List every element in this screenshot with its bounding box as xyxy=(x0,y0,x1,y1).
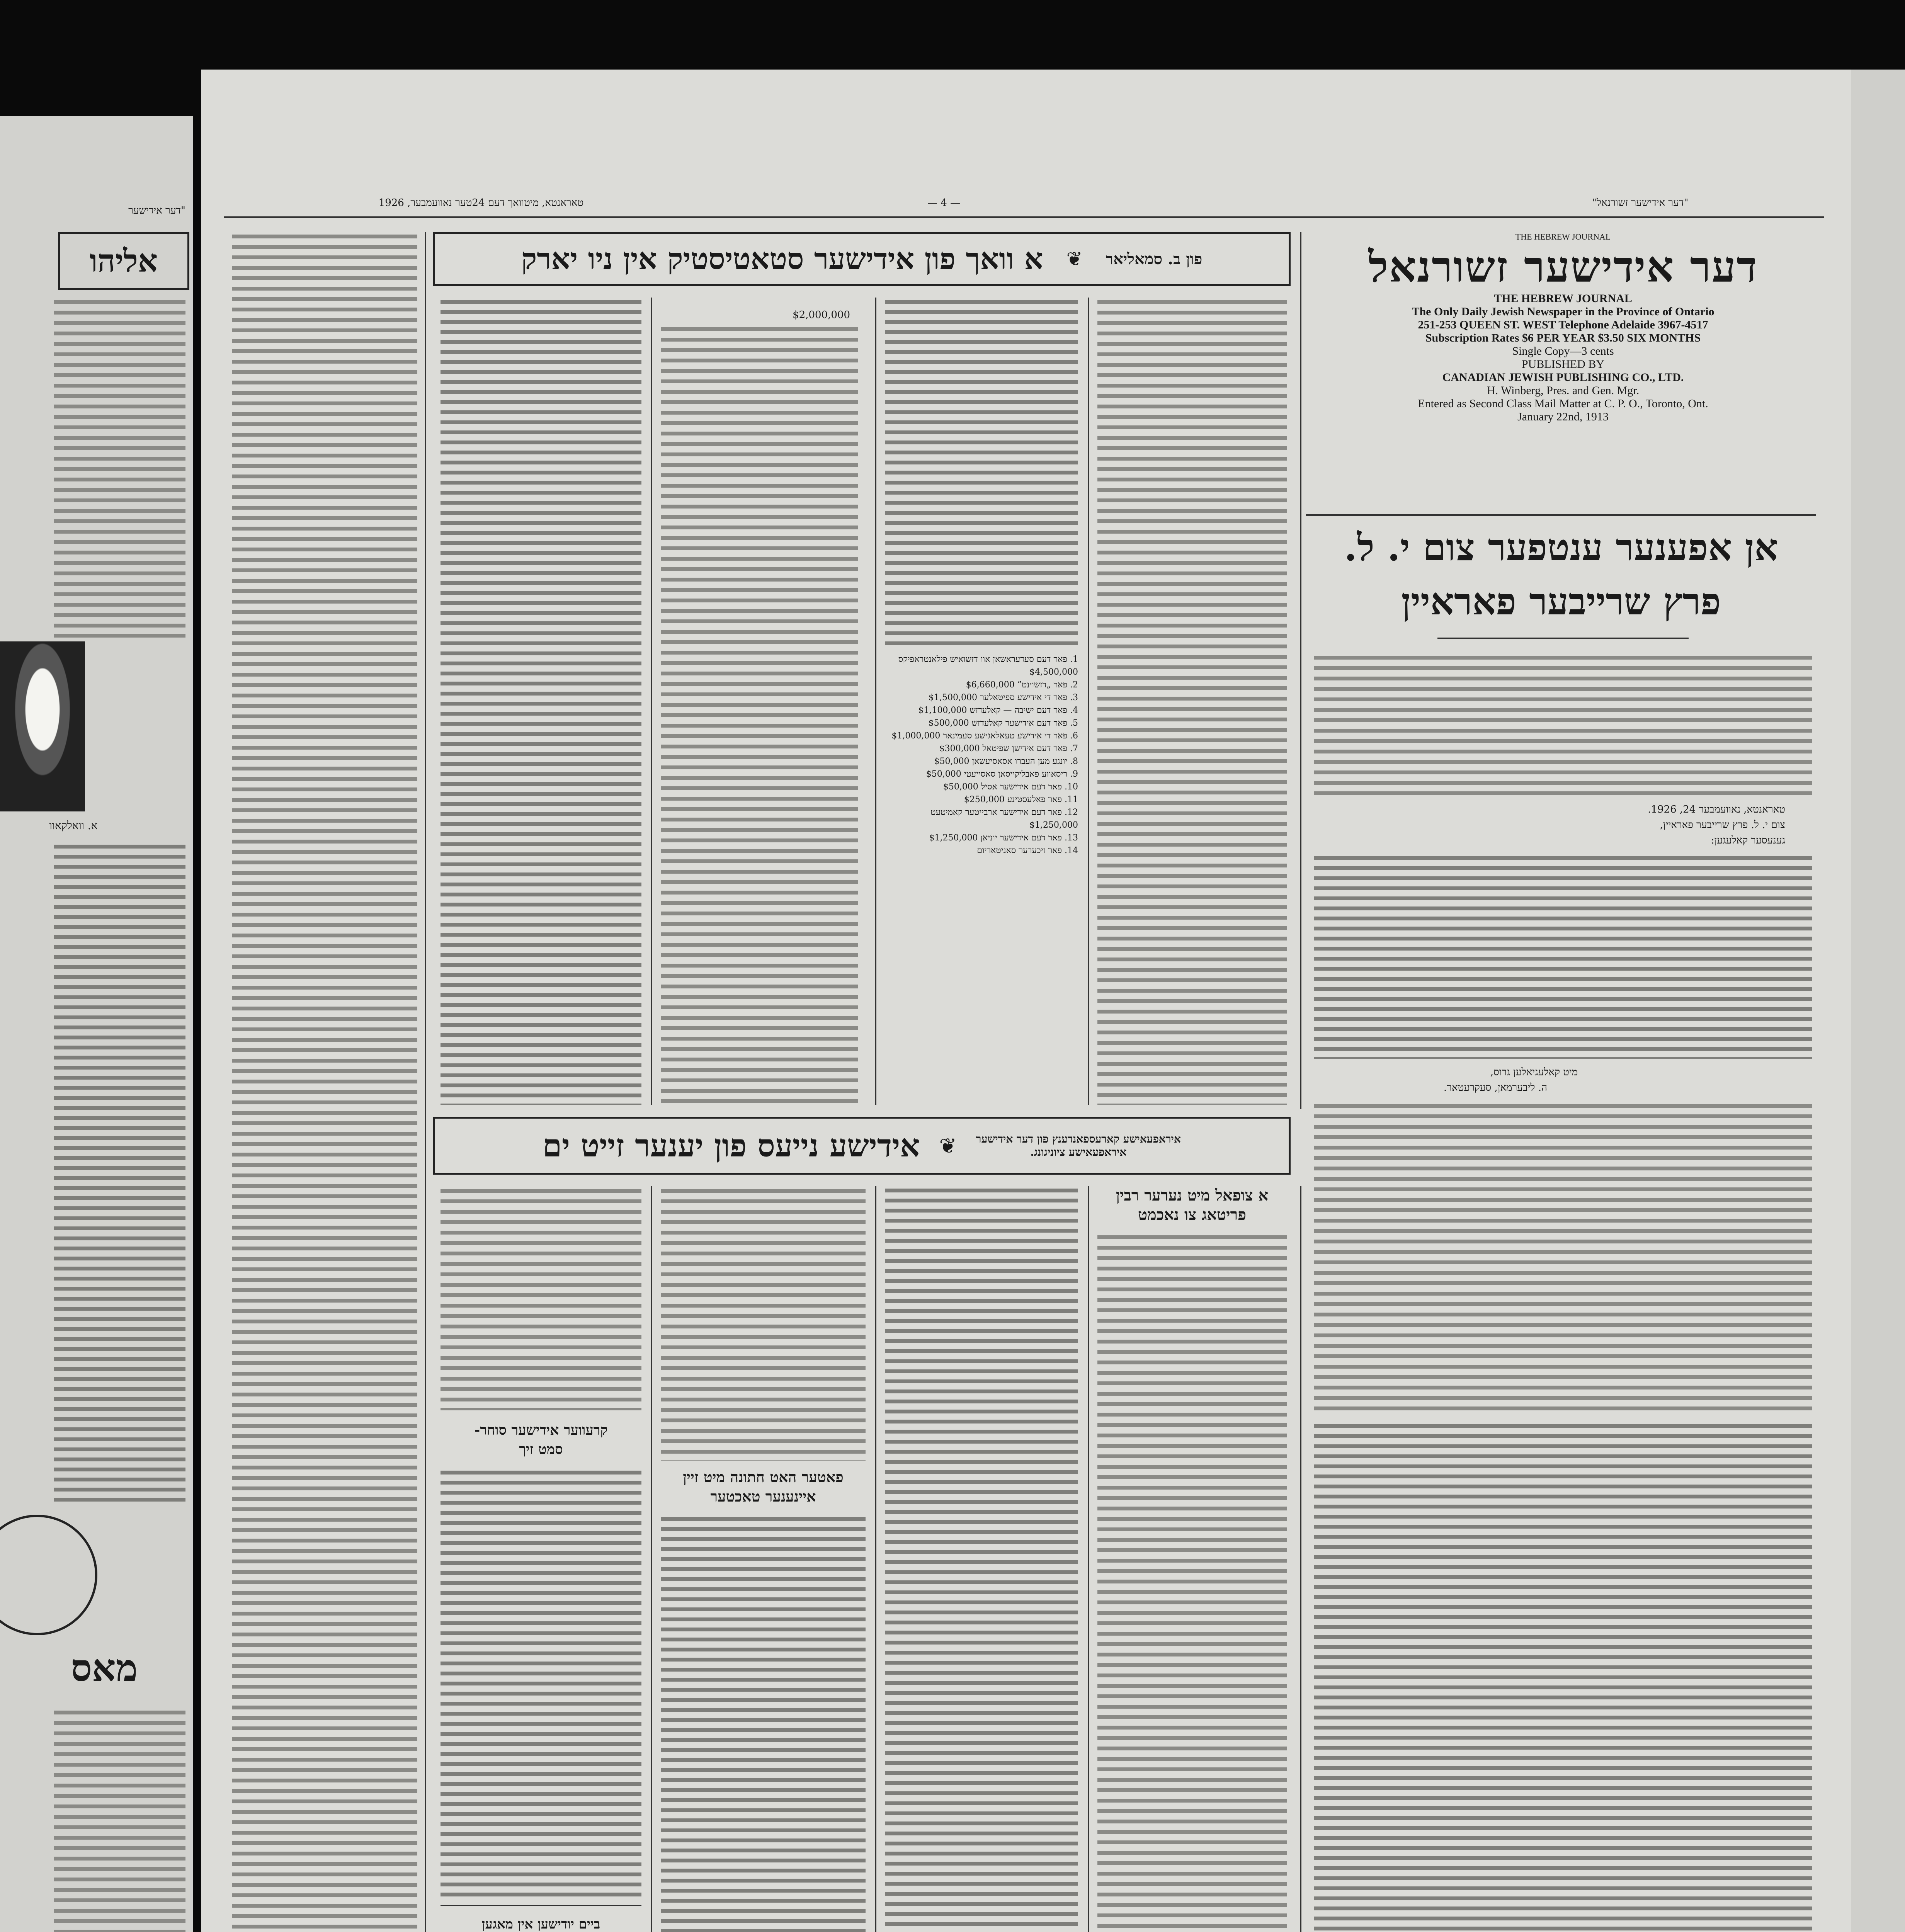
news-col-a-upper xyxy=(1097,1233,1287,1932)
strip-caption: א. וואלקאוו xyxy=(49,819,98,832)
list-item: 10. פאר דעם אידישער אסיל $50,000 xyxy=(943,782,1078,792)
list-item: 5. פאר דעם אידישער קאלעדזש $500,000 xyxy=(928,718,1078,728)
strip-bottom-word: מאס xyxy=(71,1646,138,1690)
list-item: 9. ריסאווע פאבליקייסאן סאסייעטי $50,000 xyxy=(926,769,1078,779)
editorial-headline-2: פרץ שרייבער פאראיין xyxy=(1401,580,1721,623)
news-note xyxy=(976,1133,1181,1159)
editorial-signature: מיט קאלעגיאלען גרוס, xyxy=(1490,1066,1578,1078)
list-item: 7. פאר דעם אידישן שפיטאל $300,000 xyxy=(939,744,1078,753)
column-rule xyxy=(1300,232,1301,1109)
running-head-right: טאראנטא, מיטוואך דעם 24טער נאוועמבער, 1926 xyxy=(378,197,583,209)
masthead-officer: H. Winberg, Pres. and Gen. Mgr. xyxy=(1487,384,1640,397)
news-col-b xyxy=(885,1186,1078,1932)
list-item: 13. פאר דעם אידישער יוניאן $1,250,000 xyxy=(929,833,1078,843)
editorial-place: גענעסער קאלעגען: xyxy=(1711,835,1785,846)
news-headline-box xyxy=(433,1117,1291,1175)
column-rule xyxy=(875,298,876,1105)
news-subhead-2b: איינענער טאכטער xyxy=(710,1488,816,1505)
statistics-col-1 xyxy=(1097,298,1287,1105)
strip-headline-box xyxy=(58,232,189,290)
column-rule xyxy=(875,1186,876,1932)
statistics-headline: א וואך פון אידישער סטאטיסטיק אין ניו יארק xyxy=(521,242,1043,276)
statistics-col-3 xyxy=(661,325,858,1105)
news-subhead-5: ביים יודישען אין מאגען xyxy=(481,1917,600,1932)
list-item: 12. פאר דעם אידישער ארבייטער קאמיטעט $1,250,000 xyxy=(930,808,1078,830)
masthead-entry-date: January 22nd, 1913 xyxy=(1517,410,1609,423)
masthead-line1: The Only Daily Jewish Newspaper in the Province of Ontario xyxy=(1412,305,1714,318)
strip-text-lower xyxy=(54,1708,185,1932)
statistics-list xyxy=(885,653,1078,1105)
editorial-headline-rule xyxy=(1437,638,1689,639)
news-subhead-1b: פריטאג צו נאכמט xyxy=(1138,1206,1247,1224)
list-item: 14. פאר זיכערער סאניטאריום xyxy=(977,846,1078,855)
list-item: 6. פאר די אידישע טעאלאגישע סעמינאר $1,000,000 xyxy=(891,731,1078,741)
ornament-icon: ❦ xyxy=(1066,248,1083,270)
running-head-center: — 4 — xyxy=(927,197,961,209)
strip-text-upper xyxy=(54,298,185,638)
column-rule xyxy=(1300,1186,1301,1932)
editorial-dateline: טאראנטא, נאוועמבער 24, 1926. xyxy=(1648,804,1785,815)
list-item: 4. פאר דעם ישיבה — קאלעדזש $1,100,000 xyxy=(918,706,1078,715)
masthead-line4: Single Copy—3 cents xyxy=(1512,345,1614,357)
statistics-col-4 xyxy=(441,298,641,1105)
ornament-icon: ❦ xyxy=(939,1133,957,1158)
news-subhead-1: א צופאל מיט נערער רבין xyxy=(1116,1186,1269,1204)
list-item: 1. פאר דעם סעדעראשאן אוו דזשואיש פילאנטראפיקס $4,500,000 xyxy=(898,655,1078,677)
editorial-signature-name: ה. ליבערמאן, סעקרעטאר. xyxy=(1444,1082,1547,1094)
newspaper-page xyxy=(201,70,1851,1932)
news-note-line2: איראפעאישע ציוניגונג. xyxy=(1030,1146,1127,1158)
news-subhead-3: קרעווער אידישער סוחר- xyxy=(474,1422,608,1438)
list-item: 2. פאר „דזשוינט” $6,660,000 xyxy=(966,680,1078,690)
page-right-margin xyxy=(1851,70,1905,1932)
strip-big-word: אליהו xyxy=(89,242,158,279)
masthead-line5: PUBLISHED BY xyxy=(1521,358,1605,371)
masthead xyxy=(1314,232,1812,502)
news-col-d-upper xyxy=(441,1186,641,1410)
strip-ad-illustration xyxy=(0,1515,97,1635)
news-col-c-upper xyxy=(661,1186,866,1461)
masthead-entry: Entered as Second Class Mail Matter at C. P. O., Toronto, Ont. xyxy=(1418,397,1708,410)
statistics-col-2-upper xyxy=(885,298,1078,649)
editorial-body-main xyxy=(1314,854,1812,1059)
statistics-byline: פון ב. סמאליאר xyxy=(1106,250,1203,268)
editorial-headline-1: אן אפענער ענטפער צום י. ל. xyxy=(1344,526,1778,569)
masthead-title: דער אידישער זשורנאל xyxy=(1368,242,1758,292)
running-head-rule xyxy=(224,216,1824,218)
news-note-line1: איראפעאישע קארעספאנדענץ פון דער אידישער xyxy=(976,1133,1181,1145)
editorial-body-tail xyxy=(1314,1422,1812,1932)
news-col-d-middle xyxy=(441,1468,641,1897)
editorial-body-upper xyxy=(1314,653,1812,800)
masthead-line2: 251-253 QUEEN ST. WEST Telephone Adelaide 3967-4517 xyxy=(1418,318,1708,331)
editorial-salutation: צום י. ל. פרץ שרייבער פאראיין, xyxy=(1660,819,1785,831)
list-item: 3. פאר די אידישע ספיטאלער $1,500,000 xyxy=(928,693,1078,702)
masthead-publisher: CANADIAN JEWISH PUBLISHING CO., LTD. xyxy=(1442,371,1684,384)
news-subhead-3b: סמט זיך xyxy=(519,1441,563,1458)
list-item: 8. יונגע מען העברו אסאסיעשאן $50,000 xyxy=(934,757,1078,766)
news-subhead-2: פאטער האט חתונה מיט זיין xyxy=(683,1468,844,1486)
list-item: 11. פאר פאלעסטינע $250,000 xyxy=(964,795,1078,804)
masthead-english-title: THE HEBREW JOURNAL xyxy=(1494,292,1632,305)
strip-portrait-photo xyxy=(0,641,85,811)
statistics-figure-top: $2,000,000 xyxy=(793,309,850,321)
masthead-rule xyxy=(1306,514,1816,516)
ad-rule xyxy=(441,1905,641,1906)
masthead-line3: Subscription Rates $6 PER YEAR $3.50 SIX MONTHS xyxy=(1425,332,1701,344)
column-rule xyxy=(1088,298,1089,1105)
editorial-body-lower xyxy=(1314,1101,1812,1414)
statistics-headline-box xyxy=(433,232,1291,286)
news-headline: אידישע נייעס פון יענער זייט ים xyxy=(543,1127,920,1164)
strip-running-head: "דער אידישער xyxy=(128,205,185,216)
adjacent-page-strip xyxy=(0,116,193,1932)
page-col-far-left xyxy=(232,232,417,1932)
column-rule xyxy=(425,232,426,1932)
column-rule xyxy=(651,298,652,1105)
column-rule xyxy=(1088,1186,1089,1932)
strip-text-middle xyxy=(54,842,185,1507)
running-head-left: "דער אידישער זשורנאל" xyxy=(1592,197,1689,209)
column-rule xyxy=(651,1186,652,1932)
masthead-label: THE HEBREW JOURNAL xyxy=(1515,232,1611,242)
news-col-c-lower xyxy=(661,1515,866,1932)
